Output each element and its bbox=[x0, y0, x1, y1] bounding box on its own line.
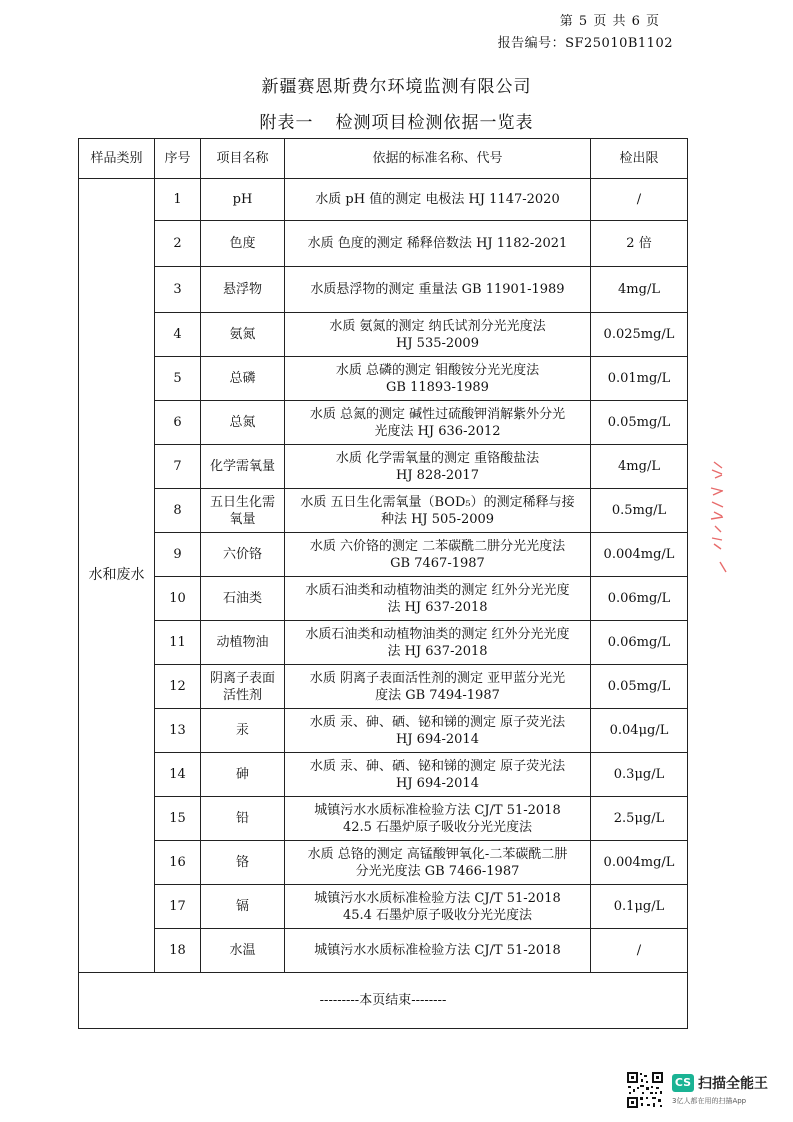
seq-cell: 18 bbox=[155, 929, 201, 973]
column-header-category: 样品类别 bbox=[79, 139, 155, 179]
scanner-watermark bbox=[626, 1065, 786, 1115]
standard-cell bbox=[285, 179, 591, 221]
table-row bbox=[79, 841, 688, 885]
detection-limit-cell: 0.06mg/L bbox=[591, 621, 688, 665]
standard-line: 水质 pH 值的测定 电极法 HJ 1147-2020 bbox=[315, 192, 560, 207]
seq-cell: 10 bbox=[155, 577, 201, 621]
detection-limit-cell: 0.004mg/L bbox=[591, 841, 688, 885]
detection-limit-cell: 4mg/L bbox=[591, 445, 688, 489]
item-name-line: 氨氮 bbox=[229, 327, 256, 342]
column-header-item: 项目名称 bbox=[201, 139, 285, 179]
detection-limit-cell: 0.3μg/L bbox=[591, 753, 688, 797]
seq-cell: 12 bbox=[155, 665, 201, 709]
standard-line: 分光光度法 GB 7466-1987 bbox=[355, 863, 520, 879]
detection-limit-cell: 0.04μg/L bbox=[591, 709, 688, 753]
seq-cell: 9 bbox=[155, 533, 201, 577]
item-name-line: 砷 bbox=[235, 767, 249, 782]
standard-line: 水质 汞、砷、硒、铋和锑的测定 原子荧光法 bbox=[309, 758, 566, 774]
item-name-cell bbox=[201, 267, 285, 313]
standard-line: 法 HJ 637-2018 bbox=[387, 643, 488, 659]
item-name-line: 化学需氧量 bbox=[209, 459, 275, 474]
standard-cell bbox=[285, 885, 591, 929]
seq-cell: 2 bbox=[155, 221, 201, 267]
table-body bbox=[79, 179, 688, 973]
seq-cell: 16 bbox=[155, 841, 201, 885]
table-title-text: 检测项目检测依据一览表 bbox=[335, 113, 534, 133]
page-number: 第 5 页 共 6 页 bbox=[559, 14, 660, 29]
item-name-line: 氧量 bbox=[229, 511, 256, 527]
standard-line: HJ 694-2014 bbox=[396, 775, 479, 791]
standard-line: 城镇污水水质标准检验方法 CJ/T 51-2018 bbox=[314, 802, 561, 818]
standard-cell bbox=[285, 445, 591, 489]
table-row bbox=[79, 401, 688, 445]
standard-line: HJ 828-2017 bbox=[396, 467, 479, 483]
standard-cell bbox=[285, 753, 591, 797]
scanner-app-name: 扫描全能王 bbox=[698, 1076, 768, 1092]
detection-limit-cell: 2 倍 bbox=[591, 221, 688, 267]
standard-cell bbox=[285, 357, 591, 401]
item-name-line: 悬浮物 bbox=[222, 282, 262, 297]
detection-limit-cell: 2.5μg/L bbox=[591, 797, 688, 841]
standard-line: 城镇污水水质标准检验方法 CJ/T 51-2018 bbox=[314, 890, 561, 906]
detection-limit-cell: / bbox=[591, 179, 688, 221]
standard-cell bbox=[285, 577, 591, 621]
standard-line: 水质 总氮的测定 碱性过硫酸钾消解紫外分光 bbox=[309, 406, 566, 422]
standard-line: 水质 色度的测定 稀释倍数法 HJ 1182-2021 bbox=[307, 236, 568, 251]
detection-limit-cell: / bbox=[591, 929, 688, 973]
column-header-limit: 检出限 bbox=[591, 139, 688, 179]
item-name-cell bbox=[201, 709, 285, 753]
table-row bbox=[79, 221, 688, 267]
table-row bbox=[79, 709, 688, 753]
item-name-line: 石油类 bbox=[222, 591, 262, 606]
table-row bbox=[79, 665, 688, 709]
standard-line: 水质 阴离子表面活性剂的测定 亚甲蓝分光光 bbox=[309, 670, 566, 686]
standard-line: 水质石油类和动植物油类的测定 红外分光光度 bbox=[305, 626, 570, 642]
standard-cell bbox=[285, 401, 591, 445]
seq-cell: 8 bbox=[155, 489, 201, 533]
detection-limit-cell: 0.1μg/L bbox=[591, 885, 688, 929]
standard-cell bbox=[285, 709, 591, 753]
standard-line: HJ 694-2014 bbox=[396, 731, 479, 747]
standard-line: GB 11893-1989 bbox=[386, 379, 489, 395]
standard-line: 45.4 石墨炉原子吸收分光光度法 bbox=[342, 907, 533, 923]
standard-cell bbox=[285, 489, 591, 533]
column-header-seq: 序号 bbox=[155, 139, 201, 179]
standard-cell bbox=[285, 313, 591, 357]
table-row bbox=[79, 533, 688, 577]
standard-line: 光度法 HJ 636-2012 bbox=[374, 423, 501, 439]
seq-cell: 15 bbox=[155, 797, 201, 841]
item-name-cell bbox=[201, 577, 285, 621]
item-name-cell bbox=[201, 533, 285, 577]
standard-line: 种法 HJ 505-2009 bbox=[380, 511, 495, 527]
seq-cell: 6 bbox=[155, 401, 201, 445]
standard-line: 水质石油类和动植物油类的测定 红外分光光度 bbox=[305, 582, 570, 598]
column-header-standard: 依据的标准名称、代号 bbox=[285, 139, 591, 179]
camscanner-logo-icon: CS bbox=[672, 1074, 694, 1092]
item-name-cell bbox=[201, 179, 285, 221]
standard-cell bbox=[285, 533, 591, 577]
item-name-line: 六价铬 bbox=[222, 547, 262, 562]
item-name-cell bbox=[201, 797, 285, 841]
item-name-cell bbox=[201, 221, 285, 267]
item-name-cell bbox=[201, 665, 285, 709]
item-name-line: 铬 bbox=[235, 855, 249, 870]
seq-cell: 7 bbox=[155, 445, 201, 489]
item-name-cell bbox=[201, 885, 285, 929]
detection-limit-cell: 0.025mg/L bbox=[591, 313, 688, 357]
item-name-line: 活性剂 bbox=[222, 687, 262, 703]
standard-line: 水质 总铬的测定 高锰酸钾氧化-二苯碳酰二肼 bbox=[307, 846, 568, 862]
standard-line: HJ 535-2009 bbox=[396, 335, 479, 351]
table-row bbox=[79, 267, 688, 313]
table-row bbox=[79, 797, 688, 841]
standard-cell bbox=[285, 841, 591, 885]
seq-cell: 13 bbox=[155, 709, 201, 753]
company-name: 新疆赛恩斯费尔环境监测有限公司 bbox=[261, 77, 532, 97]
table-row bbox=[79, 313, 688, 357]
standard-line: 水质 氨氮的测定 纳氏试剂分光光度法 bbox=[329, 318, 546, 334]
standard-line: 水质 五日生化需氧量（BOD₅）的测定稀释与接 bbox=[300, 494, 575, 510]
table-row bbox=[79, 885, 688, 929]
standard-cell bbox=[285, 665, 591, 709]
item-name-line: 五日生化需 bbox=[209, 494, 275, 510]
standard-cell bbox=[285, 797, 591, 841]
standard-line: 水质 汞、砷、硒、铋和锑的测定 原子荧光法 bbox=[309, 714, 566, 730]
detection-limit-cell: 0.05mg/L bbox=[591, 665, 688, 709]
table-row bbox=[79, 357, 688, 401]
table-row bbox=[79, 577, 688, 621]
item-name-line: 镉 bbox=[235, 899, 249, 914]
item-name-line: 动植物油 bbox=[216, 635, 269, 650]
detection-limit-cell: 0.06mg/L bbox=[591, 577, 688, 621]
seq-cell: 14 bbox=[155, 753, 201, 797]
item-name-cell bbox=[201, 621, 285, 665]
table-footer-row bbox=[79, 973, 688, 1029]
detection-limit-cell: 0.01mg/L bbox=[591, 357, 688, 401]
seq-cell: 5 bbox=[155, 357, 201, 401]
standard-line: 水质 化学需氧量的测定 重铬酸盐法 bbox=[335, 450, 540, 466]
report-number: 报告编号：SF25010B1102 bbox=[497, 36, 673, 51]
standard-cell bbox=[285, 221, 591, 267]
standard-cell bbox=[285, 929, 591, 973]
seq-cell: 17 bbox=[155, 885, 201, 929]
table-row bbox=[79, 489, 688, 533]
item-name-cell bbox=[201, 929, 285, 973]
item-name-line: 总磷 bbox=[229, 371, 256, 386]
item-name-cell bbox=[201, 841, 285, 885]
standard-line: 城镇污水水质标准检验方法 CJ/T 51-2018 bbox=[314, 943, 561, 958]
detection-limit-cell: 0.05mg/L bbox=[591, 401, 688, 445]
item-name-line: 阴离子表面 bbox=[209, 670, 275, 686]
seq-cell: 1 bbox=[155, 179, 201, 221]
table-row bbox=[79, 929, 688, 973]
page-end-text: ---------本页结束-------- bbox=[79, 973, 688, 1029]
standard-line: 度法 GB 7494-1987 bbox=[375, 687, 500, 703]
standard-cell bbox=[285, 267, 591, 313]
table-row bbox=[79, 445, 688, 489]
standard-line: 水质悬浮物的测定 重量法 GB 11901-1989 bbox=[310, 282, 565, 297]
table-header-row bbox=[79, 139, 688, 179]
standard-line: 水质 六价铬的测定 二苯碳酰二肼分光光度法 bbox=[309, 538, 566, 554]
detection-limit-cell: 0.004mg/L bbox=[591, 533, 688, 577]
seq-cell: 11 bbox=[155, 621, 201, 665]
seq-cell: 4 bbox=[155, 313, 201, 357]
item-name-cell bbox=[201, 357, 285, 401]
item-name-line: 铅 bbox=[235, 811, 249, 826]
item-name-cell bbox=[201, 445, 285, 489]
stamp-mark bbox=[706, 458, 732, 578]
item-name-cell bbox=[201, 489, 285, 533]
qr-code-icon bbox=[626, 1071, 664, 1109]
seq-cell: 3 bbox=[155, 267, 201, 313]
item-name-cell bbox=[201, 753, 285, 797]
table-row bbox=[79, 179, 688, 221]
table-title bbox=[0, 108, 793, 133]
item-name-line: 色度 bbox=[229, 236, 256, 251]
detection-basis-table bbox=[78, 138, 688, 1029]
standard-cell bbox=[285, 621, 591, 665]
item-name-line: pH bbox=[232, 192, 253, 207]
scanner-tagline: 3亿人都在用的扫描App bbox=[672, 1097, 747, 1105]
detection-limit-cell: 4mg/L bbox=[591, 267, 688, 313]
item-name-line: 总氮 bbox=[229, 415, 256, 430]
item-name-cell bbox=[201, 401, 285, 445]
table-row bbox=[79, 621, 688, 665]
standard-line: 法 HJ 637-2018 bbox=[387, 599, 488, 615]
standard-line: GB 7467-1987 bbox=[390, 555, 485, 571]
table-row bbox=[79, 753, 688, 797]
item-name-line: 水温 bbox=[229, 943, 256, 958]
standard-line: 42.5 石墨炉原子吸收分光光度法 bbox=[342, 819, 533, 835]
table-title-appendix: 附表一 bbox=[259, 113, 314, 133]
detection-limit-cell: 0.5mg/L bbox=[591, 489, 688, 533]
standard-line: 水质 总磷的测定 钼酸铵分光光度法 bbox=[335, 362, 540, 378]
sample-category-cell: 水和废水 bbox=[79, 179, 155, 973]
item-name-cell bbox=[201, 313, 285, 357]
item-name-line: 汞 bbox=[235, 723, 249, 738]
